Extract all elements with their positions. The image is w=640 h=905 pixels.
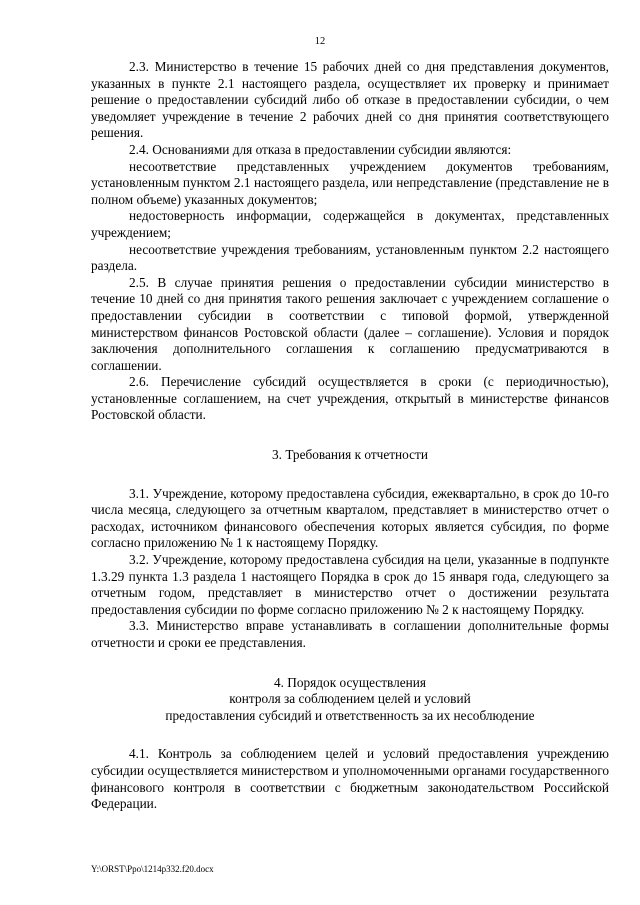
paragraph-2-4: 2.4. Основаниями для отказа в предоставлении субсидии являются: bbox=[129, 141, 512, 157]
section-3-heading: 3. Требования к отчетности bbox=[272, 447, 428, 463]
paragraph-2-3: 2.3. Министерство в течение 15 рабочих дней со дня представления документов, указанных в пункте 2.1 настоящего раздела, осуществляет их проверку и принимает решение о предоставлении субсидий либо об отказе в предоставлении субсидии, о чем уведомляет учреждение в течение 2 рабочих дней со дня принятия соответствующего решения. bbox=[91, 59, 609, 141]
paragraph-3-2: 3.2. Учреждение, которому предоставлена субсидия на цели, указанные в подпункте 1.3.29 пункта 1.3 раздела 1 настоящего Порядка в срок до 15 января года, следующего за отчетным годом, представляет в министерство отчет о достижении результата предоставления субсидии по форме согласно приложению № 2 к настоящему Порядку. bbox=[91, 552, 609, 617]
paragraph-2-5: 2.5. В случае принятия решения о предоставлении субсидии министерство в течение 10 дней со дня принятия такого решения заключает с учреждением соглашение о предоставлении субсидии в соответствии с типовой формой, утвержденной министерством финансов Ростовской области (далее – соглашение). Условия и порядок заключения дополнительного соглашения к соглашению предусматриваются в соглашении. bbox=[91, 274, 609, 373]
page-number: 12 bbox=[314, 36, 326, 47]
document-body bbox=[91, 59, 609, 813]
footer-file-path: Y:\ORST\Ppo\1214p332.f20.docx bbox=[91, 864, 214, 874]
section-4-heading-line-2: контроля за соблюдением целей и условий bbox=[229, 691, 471, 707]
paragraph-2-4-item-2: недостоверность информации, содержащейся в документах, представленных учреждением; bbox=[91, 208, 609, 240]
paragraph-3-3: 3.3. Министерство вправе устанавливать в соглашении дополнительные формы отчетности и сроки ее представления. bbox=[91, 618, 609, 650]
paragraph-2-4-item-3: несоответствие учреждения требованиям, установленным пунктом 2.2 настоящего раздела. bbox=[91, 241, 609, 274]
paragraph-3-1: 3.1. Учреждение, которому предоставлена субсидия, ежеквартально, в срок до 10-го числа месяца, следующего за отчетным кварталом, представляет в министерство отчет о расходах, источником финансового обеспечения которых является субсидия, по форме согласно приложению № 1 к настоящему Порядку. bbox=[91, 485, 609, 551]
paragraph-2-4-item-1: несоответствие представленных учреждением документов требованиям, установленным пунктом 2.1 настоящего раздела, или непредставление (представление не в полном объеме) указанных документов; bbox=[91, 158, 609, 207]
section-4-heading-line-3: предоставления субсидий и ответственность за их несоблюдение bbox=[165, 707, 535, 723]
paragraph-4-1: 4.1. Контроль за соблюдением целей и условий предоставления учреждению субсидии осуществляется министерством и уполномоченными органами государственного финансового контроля в соответствии с бюджетным законодательством Российской Федерации. bbox=[91, 746, 609, 812]
paragraph-2-6: 2.6. Перечисление субсидий осуществляется в сроки (с периодичностью), установленные соглашением, на счет учреждения, открытый в министерстве финансов Ростовской области. bbox=[91, 374, 609, 423]
section-4-heading-line-1: 4. Порядок осуществления bbox=[273, 674, 427, 690]
section-4-heading bbox=[91, 675, 609, 725]
